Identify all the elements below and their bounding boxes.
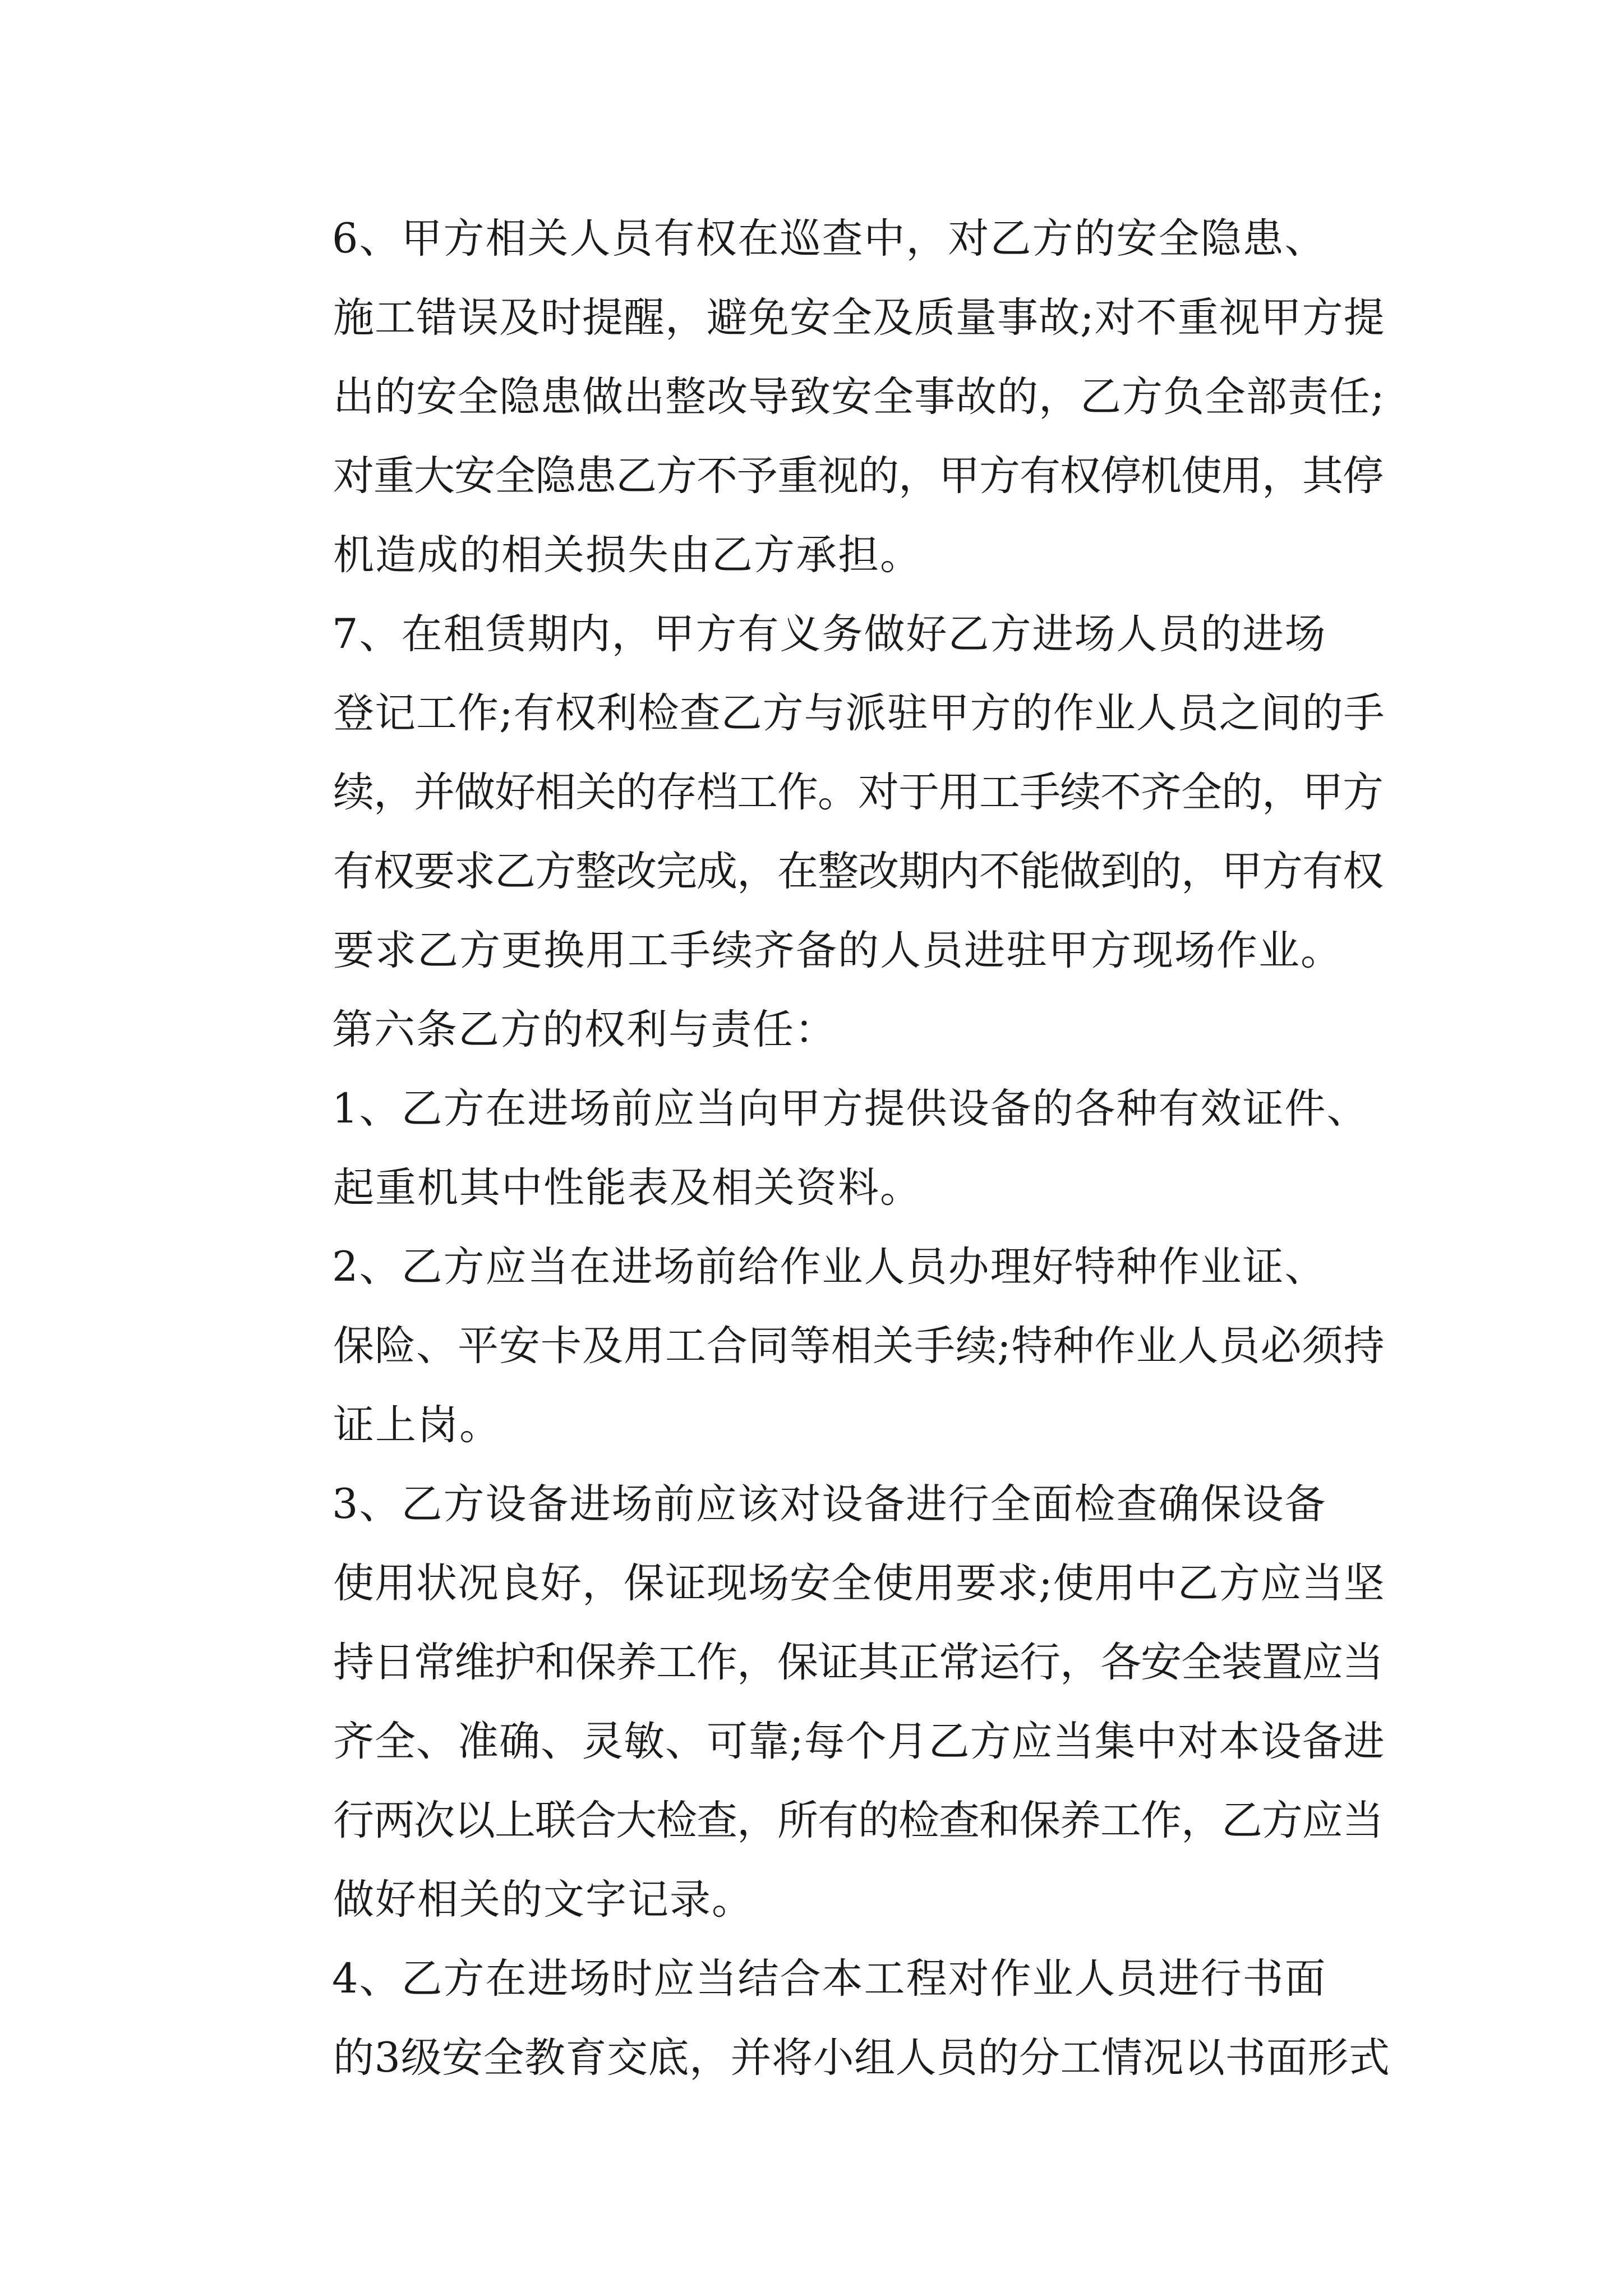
text-line: 机造成的相关损失由乙方承担。 <box>333 531 922 579</box>
text-line: 齐全、准确、灵敏、可靠;每个月乙方应当集中对本设备进 <box>333 1718 1385 1765</box>
text-line: 4、乙方在进场时应当结合本工程对作业人员进行书面 <box>332 1955 1327 2003</box>
text-line: 施工错误及时提醒，避免安全及质量事故;对不重视甲方提 <box>333 294 1385 342</box>
text-line: 1、乙方在进场前应当向甲方提供设备的各种有效证件、 <box>332 1085 1369 1133</box>
text-line: 起重机其中性能表及相关资料。 <box>333 1164 922 1212</box>
text-line: 持日常维护和保养工作，保证其正常运行，各安全装置应当 <box>333 1639 1383 1686</box>
section-heading: 第六条乙方的权利与责任： <box>332 1006 837 1053</box>
text-line: 有权要求乙方整改完成，在整改期内不能做到的，甲方有权 <box>333 848 1383 895</box>
text-line: 3、乙方设备进场前应该对设备进行全面检查确保设备 <box>332 1480 1327 1528</box>
paragraph-7-lease-registration <box>251 595 1390 990</box>
text-line: 对重大安全隐患乙方不予重视的，甲方有权停机使用，其停 <box>333 452 1383 500</box>
paragraph-4-safety-education <box>251 1939 1390 2097</box>
article-6-heading <box>251 990 1390 1069</box>
paragraph-3-equipment-check <box>251 1465 1390 1939</box>
paragraph-6-jiafang-inspection <box>251 199 1390 595</box>
text-line: 要求乙方更换用工手续齐备的人员进驻甲方现场作业。 <box>333 927 1343 974</box>
text-line: 的3级安全教育交底，并将小组人员的分工情况以书面形式 <box>333 2034 1390 2082</box>
text-line: 续，并做好相关的存档工作。对于用工手续不齐全的，甲方 <box>333 769 1383 816</box>
text-line: 证上岗。 <box>333 1401 501 1449</box>
text-line: 2、乙方应当在进场前给作业人员办理好特种作业证、 <box>332 1243 1327 1291</box>
text-line: 使用状况良好，保证现场安全使用要求;使用中乙方应当坚 <box>333 1559 1385 1607</box>
text-line: 6、甲方相关人员有权在巡查中，对乙方的安全隐患、 <box>332 215 1327 263</box>
paragraph-1-documents <box>251 1069 1390 1227</box>
text-line: 保险、平安卡及用工合同等相关手续;特种作业人员必须持 <box>333 1322 1385 1370</box>
paragraph-2-certificates <box>251 1227 1390 1465</box>
text-line: 登记工作;有权利检查乙方与派驻甲方的作业人员之间的手 <box>333 689 1385 737</box>
text-line: 出的安全隐患做出整改导致安全事故的，乙方负全部责任; <box>333 373 1385 421</box>
document-page <box>251 199 1390 2097</box>
text-line: 7、在租赁期内，甲方有义务做好乙方进场人员的进场 <box>332 610 1327 658</box>
text-line: 做好相关的文字记录。 <box>333 1876 754 1924</box>
text-line: 行两次以上联合大检查，所有的检查和保养工作，乙方应当 <box>333 1797 1383 1844</box>
